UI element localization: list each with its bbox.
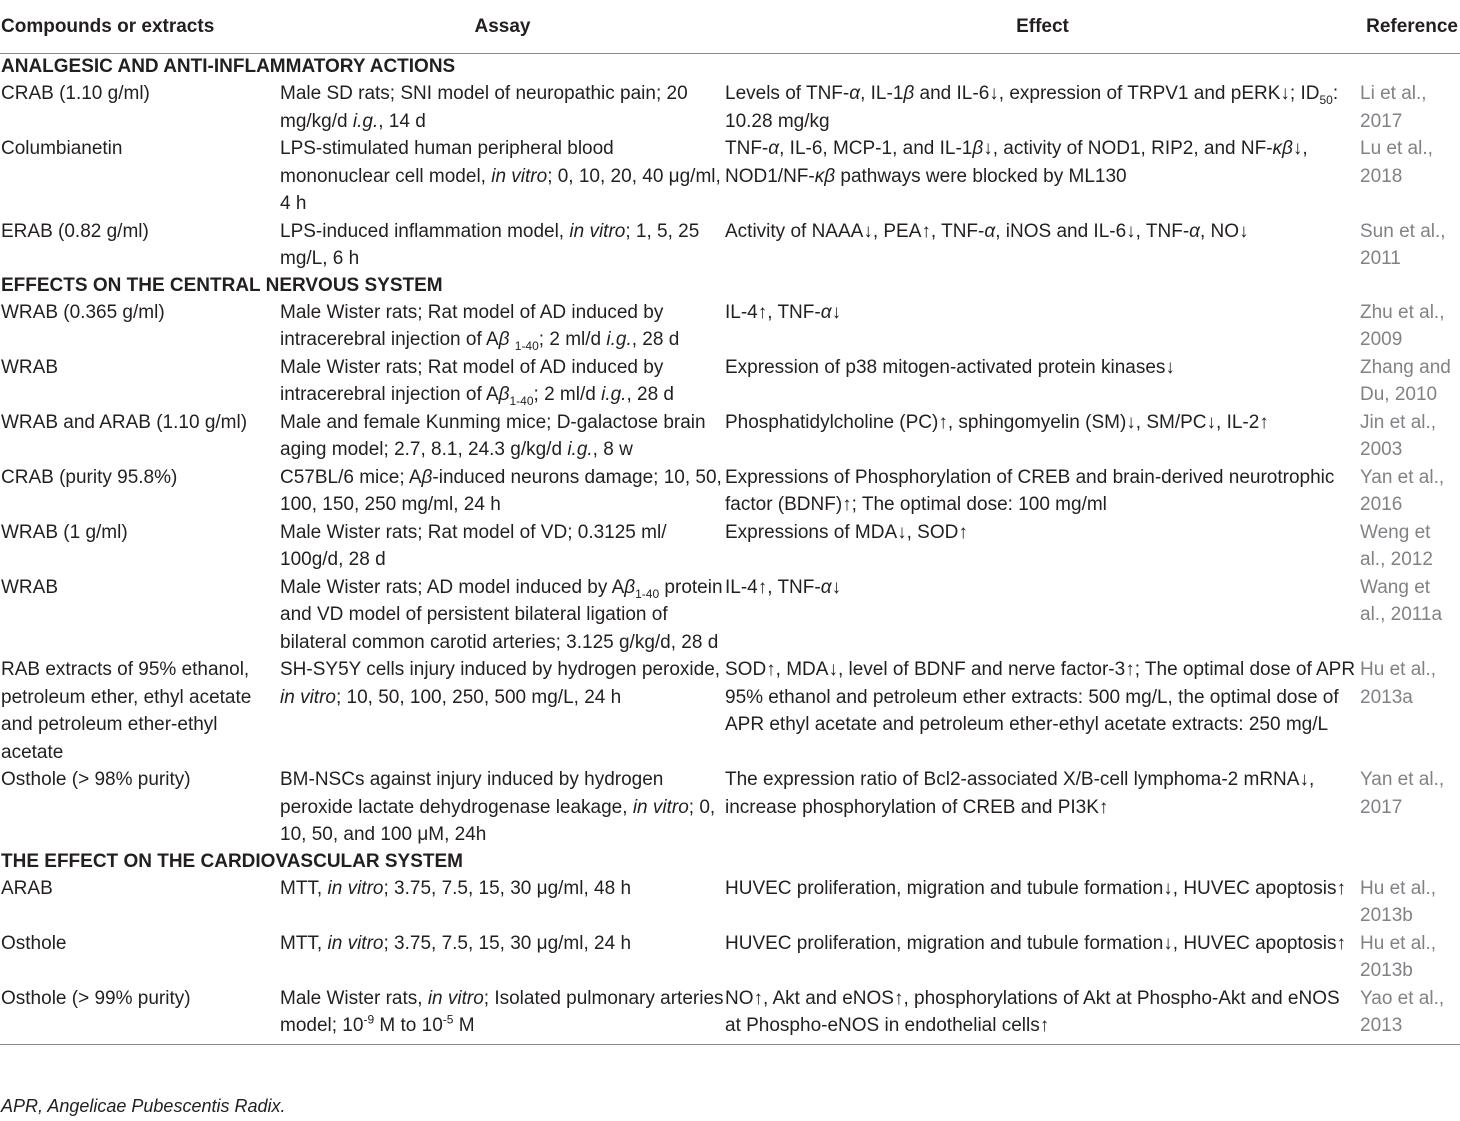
- reference-cell: Wang et al., 2011a: [1360, 576, 1443, 625]
- assay-cell: C57BL/6 mice; Aβ-induced neurons damage; 10, 50, 100, 150, 250 mg/ml, 24 h: [280, 466, 722, 515]
- assay-cell: Male and female Kunming mice; D-galactose brain aging model; 2.7, 8.1, 24.3 g/kg/d i.g., 8 w: [280, 411, 706, 460]
- compound-cell: Osthole (> 98% purity): [1, 769, 191, 790]
- assay-cell: LPS-stimulated human peripheral blood mononuclear cell model, in vitro; 0, 10, 20, 40 μg/ml, 4 h: [280, 138, 721, 214]
- section-title: THE EFFECT ON THE CARDIOVASCULAR SYSTEM: [1, 850, 463, 872]
- table-row: [0, 299, 1460, 354]
- effect-cell: The expression ratio of Bcl2-associated X/B-cell lymphoma-2 mRNA↓, increase phosphorylation of CREB and PI3K↑: [725, 769, 1315, 818]
- effect-cell: SOD↑, MDA↓, level of BDNF and nerve factor-3↑; The optimal dose of APR 95% ethanol and petroleum ether extracts: 500 mg/L, the optimal dose of APR ethyl acetate and petroleum ether-ethyl acetate extracts: 250 mg/L: [725, 659, 1356, 735]
- compound-cell: WRAB: [1, 356, 58, 378]
- header-reference: Reference: [1360, 0, 1460, 54]
- assay-cell: LPS-induced inflammation model, in vitro; 1, 5, 25 mg/L, 6 h: [280, 220, 700, 269]
- compound-cell: ERAB (0.82 g/ml): [1, 220, 149, 242]
- header-compounds: Compounds or extracts: [0, 0, 280, 54]
- effect-cell: Levels of TNF-α, IL-1β and IL-6↓, expression of TRPV1 and pERK↓; $ID_{50}$: 10.28 mg/kg: [725, 83, 1339, 132]
- effect-cell: NO↑, Akt and eNOS↑, phosphorylations of Akt at Phospho-Akt and eNOS at Phospho-eNOS in endothelial cells↑: [725, 985, 1360, 1045]
- compound-cell: RAB extracts of 95% ethanol, petroleum ether, ethyl acetate and petroleum ether-ethyl acetate: [1, 659, 252, 763]
- table-body: [0, 54, 1460, 1045]
- compound-cell: WRAB: [1, 576, 58, 598]
- reference-cell: Weng et al., 2012: [1360, 521, 1433, 570]
- section-row: [0, 54, 1460, 81]
- compound-cell: Osthole (> 99% purity): [0, 985, 280, 1045]
- assay-cell: Male Wister rats; Rat model of VD; 0.3125 ml/ 100g/d, 28 d: [280, 521, 667, 570]
- effect-cell: Expressions of Phosphorylation of CREB and brain-derived neurotrophic factor (BDNF)↑; The optimal dose: 100 mg/ml: [725, 466, 1335, 515]
- effect-cell: TNF-α, IL-6, MCP-1, and IL-1β↓, activity of NOD1, RIP2, and NF-κβ↓, NOD1/NF-κβ pathways were blocked by ML130: [725, 138, 1308, 187]
- table-row: [0, 875, 1460, 930]
- reference-cell: Lu et al., 2018: [1360, 138, 1433, 187]
- effect-cell: IL-4↑, TNF-α↓: [725, 576, 842, 598]
- table-row: [0, 409, 1460, 464]
- reference-cell: Hu et al., 2013a: [1360, 659, 1437, 708]
- section-row: [0, 273, 1460, 299]
- reference-cell: Yan et al., 2016: [1360, 466, 1445, 515]
- assay-cell: Male Wister rats; Rat model of AD induced by intracerebral injection of Aβ $_{1-40}$; 2 ml/d i.g., 28 d: [280, 301, 680, 353]
- table-row: [0, 80, 1460, 135]
- assay-cell: Male SD rats; SNI model of neuropathic pain; 20 mg/kg/d i.g., 14 d: [280, 83, 688, 132]
- assay-cell: Male Wister rats, in vitro; Isolated pulmonary arteries model; $10^{-9}$ M to $10^{-5}$ M: [280, 985, 725, 1045]
- reference-cell: Zhang and Du, 2010: [1360, 356, 1451, 405]
- compound-cell: WRAB (1 g/ml): [1, 521, 128, 543]
- table-row: [0, 464, 1460, 519]
- section-title: EFFECTS ON THE CENTRAL NERVOUS SYSTEM: [1, 274, 443, 296]
- effect-cell: Phosphatidylcholine (PC)↑, sphingomyelin (SM)↓, SM/PC↓, IL-2↑: [725, 411, 1269, 433]
- compound-cell: CRAB (purity 95.8%): [1, 466, 178, 488]
- effect-cell: IL-4↑, TNF-α↓: [725, 301, 842, 323]
- table-row: [0, 218, 1460, 273]
- compound-cell: WRAB and ARAB (1.10 g/ml): [1, 411, 248, 433]
- table-row: [0, 519, 1460, 574]
- reference-cell: Jin et al., 2003: [1360, 411, 1437, 460]
- table-row: [0, 985, 1460, 1045]
- assay-cell: Male Wister rats; AD model induced by $A\beta_{1-40}$ protein and VD model of persistent bilateral ligation of bilateral common carotid arteries; 3.125 g/kg/d, 28 d: [280, 576, 723, 653]
- compound-cell: CRAB (1.10 g/ml): [1, 83, 150, 104]
- table-row: [0, 354, 1460, 409]
- assay-cell: MTT, in vitro; 3.75, 7.5, 15, 30 μg/ml, 24 h: [280, 932, 632, 954]
- assay-cell: BM-NSCs against injury induced by hydrogen peroxide lactate dehydrogenase leakage, in vitro; 0, 10, 50, and 100 μM, 24h: [280, 769, 716, 845]
- compound-cell: Osthole: [1, 932, 67, 954]
- assay-cell: Male Wister rats; Rat model of AD induced by intracerebral injection of $A\beta_{1-40}$; 2 ml/d i.g., 28 d: [280, 356, 674, 408]
- reference-cell: Yao et al., 2013: [1360, 985, 1460, 1045]
- header-effect: Effect: [725, 0, 1360, 54]
- assay-cell: SH-SY5Y cells injury induced by hydrogen peroxide, in vitro; 10, 50, 100, 250, 500 mg/L, 24 h: [280, 659, 721, 708]
- footnote: APR, Angelicae Pubescentis Radix.: [1, 1096, 286, 1116]
- table-row: [0, 574, 1460, 657]
- reference-cell: Zhu et al., 2009: [1360, 301, 1445, 350]
- table-row: [0, 766, 1460, 849]
- reference-cell: Hu et al., 2013b: [1360, 877, 1437, 926]
- reference-cell: Li et al., 2017: [1360, 83, 1427, 132]
- reference-cell: Sun et al., 2011: [1360, 220, 1446, 269]
- effect-cell: HUVEC proliferation, migration and tubule formation↓, HUVEC apoptosis↑: [725, 877, 1346, 899]
- compound-cell: WRAB (0.365 g/ml): [1, 301, 165, 323]
- effect-cell: Activity of NAAA↓, PEA↑, TNF-α, iNOS and IL-6↓, TNF-α, NO↓: [725, 220, 1249, 242]
- table-row: [0, 135, 1460, 218]
- table-row: [0, 656, 1460, 766]
- header-row: [0, 0, 1460, 54]
- section-title: ANALGESIC AND ANTI-INFLAMMATORY ACTIONS: [1, 56, 456, 77]
- compound-cell: ARAB: [1, 877, 53, 899]
- effect-cell: Expression of p38 mitogen-activated protein kinases↓: [725, 356, 1175, 378]
- effect-cell: HUVEC proliferation, migration and tubule formation↓, HUVEC apoptosis↑: [725, 932, 1346, 954]
- reference-cell: Yan et al., 2017: [1360, 769, 1445, 818]
- table-row: [0, 930, 1460, 985]
- header-assay: Assay: [280, 0, 725, 54]
- effect-cell: Expressions of MDA↓, SOD↑: [725, 521, 968, 543]
- compound-cell: Columbianetin: [1, 138, 123, 159]
- section-row: [0, 849, 1460, 875]
- reference-cell: Hu et al., 2013b: [1360, 932, 1437, 981]
- assay-cell: MTT, in vitro; 3.75, 7.5, 15, 30 μg/ml, 48 h: [280, 877, 632, 899]
